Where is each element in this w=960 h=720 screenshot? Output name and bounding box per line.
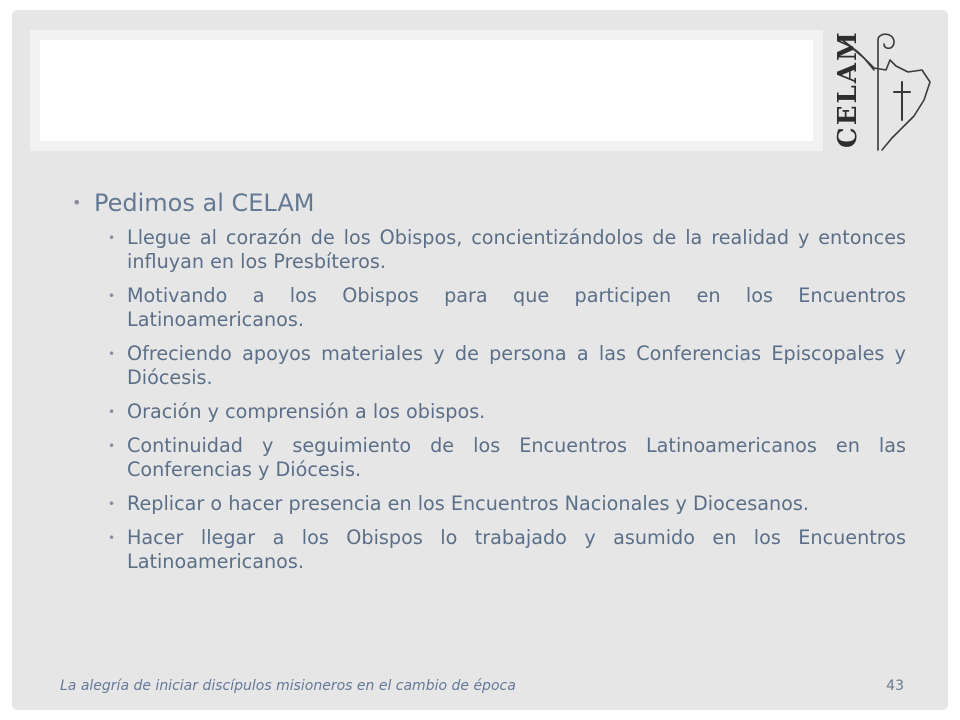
list-item-text: Hacer llegar a los Obispos lo trabajado y asumido en los Encuentros Latinoamericanos. [127, 526, 906, 573]
svg-text:CELAM: CELAM [834, 30, 863, 148]
list-item-text: Continuidad y seguimiento de los Encuentros Latinoamericanos en las Conferencias y Diócesis. [127, 434, 906, 481]
slide-content [72, 186, 906, 584]
list-item [72, 226, 906, 274]
celam-logo [834, 30, 938, 154]
slide-footer: La alegría de iniciar discípulos misioneros en el cambio de época [60, 678, 516, 694]
list-item [72, 492, 906, 516]
main-bullet-item [72, 186, 906, 220]
list-item-text: Ofreciendo apoyos materiales y de persona a las Conferencias Episcopales y Diócesis. [127, 342, 906, 389]
bullet-icon: • [108, 347, 116, 361]
list-item [72, 526, 906, 574]
bullet-icon: • [108, 531, 116, 545]
list-item [72, 342, 906, 390]
list-item-text: Oración y comprensión a los obispos. [127, 400, 486, 423]
bullet-icon: • [108, 497, 116, 511]
page-number: 43 [886, 678, 904, 694]
bullet-icon: • [108, 231, 116, 245]
list-item-text: Replicar o hacer presencia en los Encuentros Nacionales y Diocesanos. [127, 492, 809, 515]
list-item [72, 434, 906, 482]
list-item [72, 284, 906, 332]
bullet-icon: • [108, 439, 116, 453]
title-placeholder [30, 30, 823, 151]
list-item [72, 400, 906, 424]
bullet-icon: • [108, 405, 116, 419]
main-bullet-text: Pedimos al CELAM [94, 189, 315, 217]
bullet-icon: • [72, 193, 82, 212]
celam-logo-icon [834, 30, 938, 154]
list-item-text: Motivando a los Obispos para que participen en los Encuentros Latinoamericanos. [127, 284, 906, 331]
list-item-text: Llegue al corazón de los Obispos, concientizándolos de la realidad y entonces influyan en los Presbíteros. [127, 226, 906, 273]
bullet-icon: • [108, 289, 116, 303]
title-placeholder-inner [40, 40, 813, 141]
sub-bullet-list [72, 226, 906, 574]
